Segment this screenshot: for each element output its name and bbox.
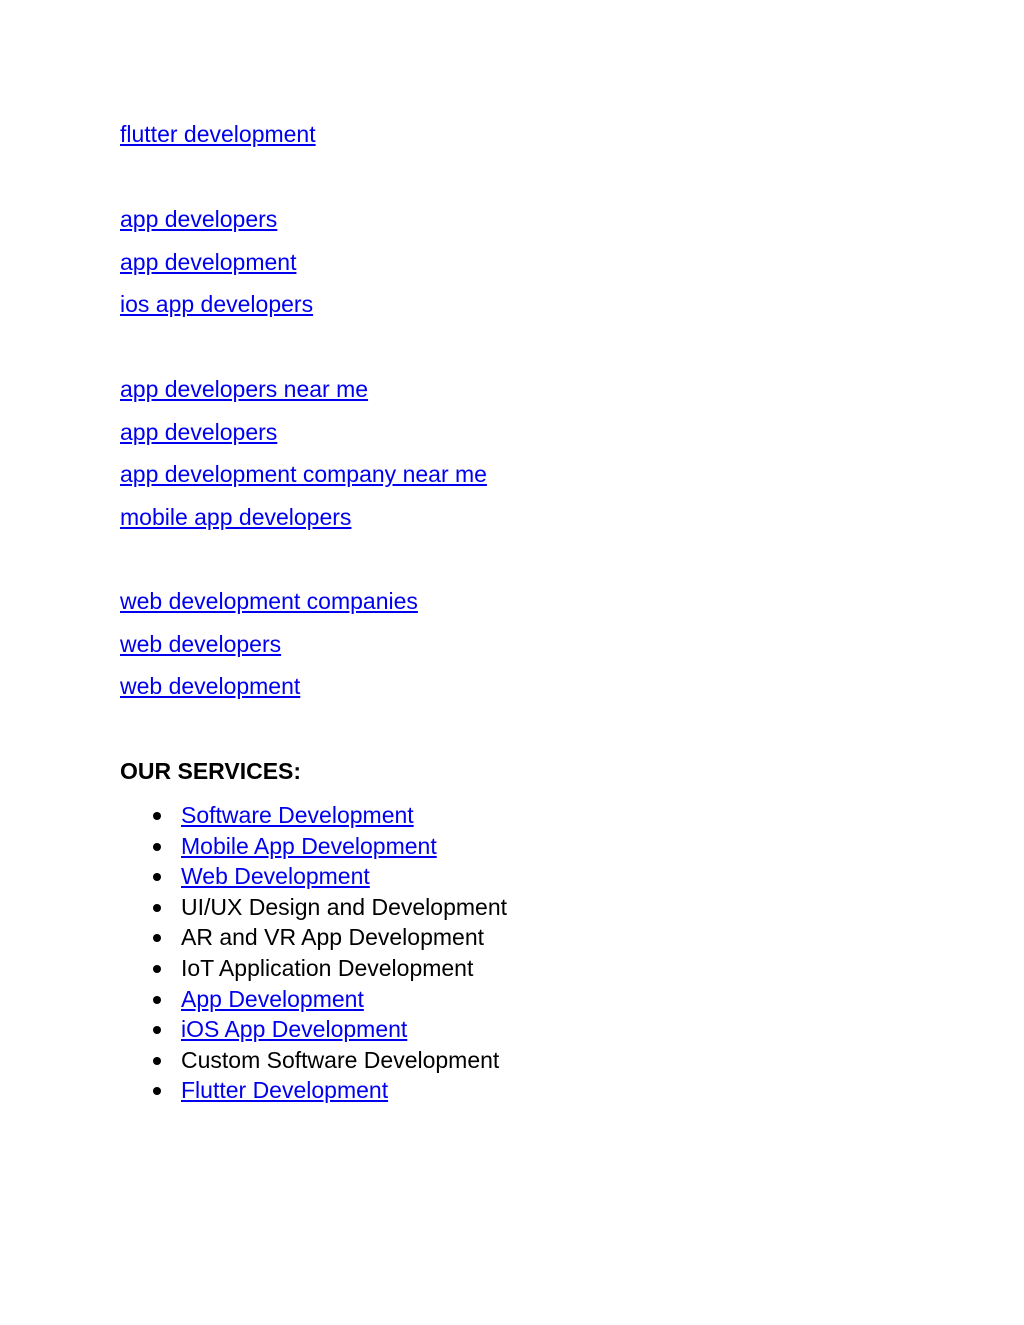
link-group-app xyxy=(120,204,313,332)
list-item xyxy=(120,671,418,714)
list-item xyxy=(120,629,418,672)
link-web-development[interactable]: web development xyxy=(120,673,301,699)
link-app-development[interactable]: app development xyxy=(120,248,297,275)
service-item-mobile-app-development xyxy=(150,831,507,862)
service-link-mobile-app-development[interactable]: Mobile App Development xyxy=(181,832,437,859)
service-item-software-development xyxy=(150,800,507,831)
link-ios-app-developers[interactable]: ios app developers xyxy=(120,291,314,317)
link-group-web xyxy=(120,586,418,714)
link-web-development-companies[interactable]: web development companies xyxy=(120,588,418,614)
service-item-ios-app-development xyxy=(150,1014,507,1045)
service-item-custom-software xyxy=(150,1045,507,1076)
bullet-icon xyxy=(153,934,161,942)
services-list xyxy=(150,800,507,1106)
list-item xyxy=(120,119,316,162)
bullet-icon xyxy=(153,873,161,881)
list-item xyxy=(120,459,487,502)
service-item-ui-ux-design xyxy=(150,892,507,923)
bullet-icon xyxy=(153,843,161,851)
service-text-iot: IoT Application Development xyxy=(181,954,474,981)
list-item xyxy=(120,502,487,545)
service-link-software-development[interactable]: Software Development xyxy=(181,802,414,828)
list-item xyxy=(120,417,487,460)
link-app-development-company-near-me[interactable]: app development company near me xyxy=(120,461,487,487)
service-link-app-development[interactable]: App Development xyxy=(181,985,364,1012)
service-text-ar-vr: AR and VR App Development xyxy=(181,924,485,951)
link-group-flutter xyxy=(120,119,316,162)
list-item xyxy=(120,374,487,417)
service-item-flutter-development xyxy=(150,1075,507,1106)
bullet-icon xyxy=(153,965,161,973)
bullet-icon xyxy=(153,812,161,820)
service-link-ios-app-development[interactable]: iOS App Development xyxy=(181,1016,408,1043)
link-mobile-app-developers[interactable]: mobile app developers xyxy=(120,503,352,530)
link-web-developers[interactable]: web developers xyxy=(120,630,282,657)
services-heading: OUR SERVICES: xyxy=(120,758,302,784)
bullet-icon xyxy=(153,1087,161,1095)
bullet-icon xyxy=(153,1057,161,1065)
bullet-icon xyxy=(153,996,161,1004)
link-group-near-me xyxy=(120,374,487,544)
service-text-custom-software: Custom Software Development xyxy=(181,1046,500,1073)
list-item xyxy=(120,247,313,290)
service-item-ar-vr xyxy=(150,922,507,953)
service-link-flutter-development[interactable]: Flutter Development xyxy=(181,1077,389,1104)
link-app-developers[interactable]: app developers xyxy=(120,418,278,445)
link-flutter-development[interactable]: flutter development xyxy=(120,121,316,147)
list-item xyxy=(120,586,418,629)
bullet-icon xyxy=(153,1026,161,1034)
list-item xyxy=(120,204,313,247)
service-link-web-development[interactable]: Web Development xyxy=(181,863,370,890)
link-app-developers[interactable]: app developers xyxy=(120,206,278,232)
link-app-developers-near-me[interactable]: app developers near me xyxy=(120,376,369,402)
bullet-icon xyxy=(153,904,161,912)
service-text-ui-ux-design: UI/UX Design and Development xyxy=(181,893,507,920)
service-item-iot xyxy=(150,953,507,984)
list-item xyxy=(120,289,313,332)
service-item-web-development xyxy=(150,861,507,892)
service-item-app-development xyxy=(150,984,507,1015)
